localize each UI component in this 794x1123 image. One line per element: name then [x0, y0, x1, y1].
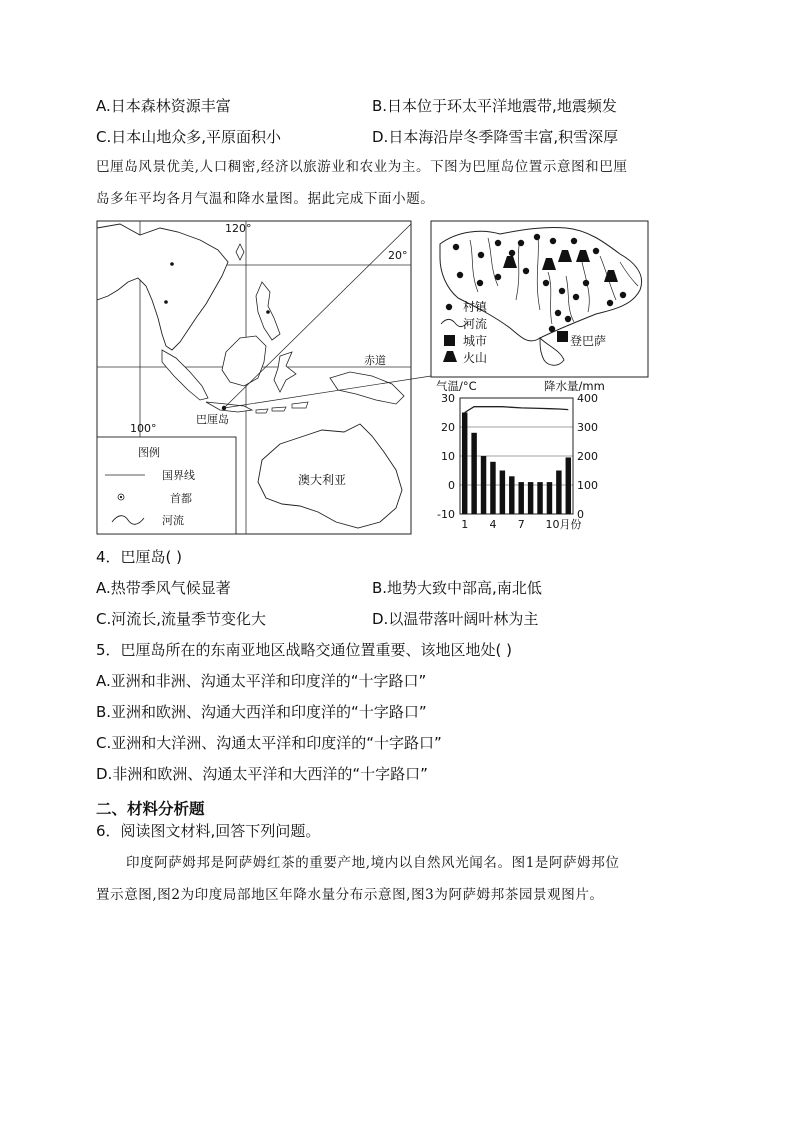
- y-left-tick-label: 30: [441, 392, 455, 405]
- precipitation-bar: [537, 482, 542, 514]
- q4-option-d: D.以温带落叶阔叶林为主: [372, 610, 539, 628]
- q4-option-a: A.热带季风气候显著: [96, 579, 231, 597]
- y-right-tick-label: 300: [577, 421, 598, 434]
- q6-paragraph-line2: 置示意图,图2为印度局部地区年降水量分布示意图,图3为阿萨姆邦茶园景观图片。: [96, 887, 604, 903]
- y-right-tick-label: 200: [577, 450, 598, 463]
- q4-option-b: B.地势大致中部高,南北低: [372, 579, 542, 597]
- bali-intro-line1: 巴厘岛风景优美,人口稠密,经济以旅游业和农业为主。下图为巴厘岛位置示意图和巴厘: [96, 159, 628, 175]
- q6-stem: 6．阅读图文材料,回答下列问题。: [96, 822, 321, 840]
- q6-paragraph-line1: 印度阿萨姆邦是阿萨姆红茶的重要产地,境内以自然风光闻名。图1是阿萨姆邦位: [126, 855, 620, 871]
- bali-legend-river: 河流: [463, 317, 488, 331]
- sea-map-legend: [97, 437, 236, 534]
- legend-border-label: 国界线: [162, 469, 195, 482]
- denpasar-label: 登巴萨: [570, 334, 607, 348]
- y-left-tick-label: -10: [437, 508, 455, 521]
- q3-option-a: A.日本森林资源丰富: [96, 97, 231, 115]
- y-left-tick-label: 10: [441, 450, 455, 463]
- chart-ylabel-left: 气温/°C: [436, 379, 477, 393]
- bali-legend-town-symbol: [446, 304, 452, 310]
- q5-option-d: D.非洲和欧洲、沟通太平洋和大西洋的“十字路口”: [96, 765, 428, 783]
- y-right-tick-label: 400: [577, 392, 598, 405]
- precipitation-bar: [462, 413, 467, 515]
- australia-label: 澳大利亚: [298, 473, 347, 487]
- y-right-tick-label: 0: [577, 508, 584, 521]
- q3-option-d: D.日本海沿岸冬季降雪丰富,积雪深厚: [372, 128, 619, 146]
- legend-title: 图例: [138, 446, 160, 459]
- x-tick-label: 1: [461, 518, 469, 531]
- y-left-tick-label: 20: [441, 421, 455, 434]
- climate-chart: [436, 379, 605, 531]
- bali-intro-line2: 岛多年平均各月气温和降水量图。据此完成下面小题。: [96, 191, 435, 207]
- temperature-line: [465, 407, 569, 413]
- bali-legend-city-symbol: [444, 335, 455, 346]
- q4-option-c: C.河流长,流量季节变化大: [96, 610, 267, 628]
- q5-option-c: C.亚洲和大洋洲、沟通太平洋和印度洋的“十字路口”: [96, 734, 442, 752]
- lat-20-label: 20°: [388, 249, 408, 262]
- x-tick-label: 7: [517, 518, 525, 531]
- q3-option-c: C.日本山地众多,平原面积小: [96, 128, 282, 146]
- q3-option-b: B.日本位于环太平洋地震带,地震频发: [372, 97, 617, 115]
- bali-legend-city: 城市: [463, 334, 488, 348]
- bali-inset-map: [431, 221, 648, 377]
- precipitation-bar: [566, 457, 571, 514]
- precipitation-bar: [481, 456, 486, 514]
- y-left-tick-label: 0: [448, 479, 455, 492]
- bali-legend-town: 村镇: [463, 300, 488, 314]
- equator-label: 赤道: [364, 354, 386, 367]
- x-tick-label: 4: [489, 518, 497, 531]
- bali-legend-volcano: 火山: [463, 351, 488, 365]
- bali-figure: [0, 0, 794, 545]
- precipitation-bar: [490, 462, 495, 514]
- q5-option-b: B.亚洲和欧洲、沟通大西洋和印度洋的“十字路口”: [96, 703, 427, 721]
- precipitation-bar: [556, 471, 561, 515]
- lon-120-label: 120°: [225, 222, 252, 235]
- bali-label: 巴厘岛: [196, 413, 229, 426]
- q5-stem: 5．巴厘岛所在的东南亚地区战略交通位置重要、该地区地处( ): [96, 641, 513, 659]
- q5-option-a: A.亚洲和非洲、沟通太平洋和印度洋的“十字路口”: [96, 672, 427, 690]
- southeast-asia-map: [97, 221, 411, 534]
- section-title: 二、材料分析题: [96, 800, 205, 818]
- lon-100-label: 100°: [130, 422, 157, 435]
- legend-capital-symbol: [120, 496, 122, 498]
- precipitation-bar: [528, 482, 533, 514]
- legend-river-label: 河流: [162, 514, 184, 527]
- y-right-tick-label: 100: [577, 479, 598, 492]
- precipitation-bar: [518, 482, 523, 514]
- precipitation-bar: [500, 471, 505, 515]
- x-tick-label: 10月份: [545, 518, 582, 531]
- precipitation-bar: [471, 433, 476, 514]
- q4-stem: 4．巴厘岛( ): [96, 548, 183, 566]
- legend-capital-label: 首都: [170, 492, 192, 505]
- precipitation-bar: [509, 476, 514, 514]
- denpasar-symbol: [557, 331, 568, 342]
- precipitation-bar: [547, 482, 552, 514]
- chart-ylabel-right: 降水量/mm: [544, 379, 605, 393]
